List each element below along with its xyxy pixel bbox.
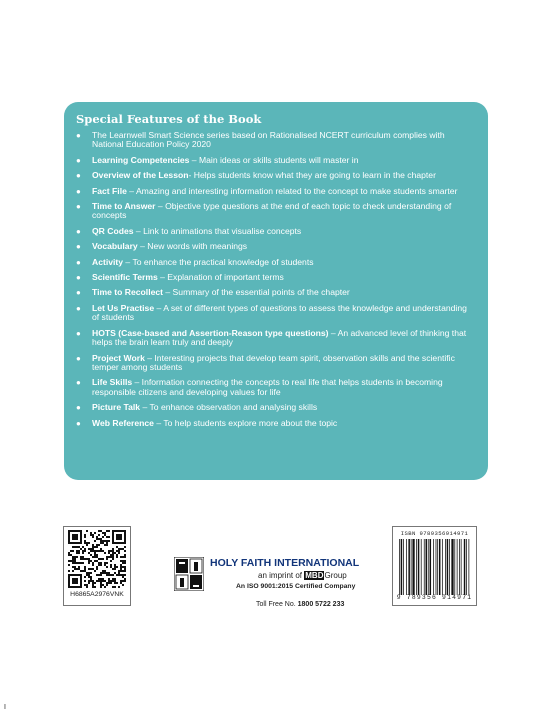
features-title: Special Features of the Book [76,112,262,126]
feature-name: HOTS (Case-based and Assertion-Reason type questions) [92,327,329,338]
feature-description: – Explanation of important terms [157,272,284,283]
feature-item [76,288,474,297]
feature-item [76,202,474,221]
feature-item [76,131,474,150]
feature-item [76,378,474,397]
qr-code-icon[interactable] [68,530,126,588]
feature-description: – A set of different types of questions to assess the knowledge and understanding of students [92,302,467,323]
isbn-label: ISBN 9789356914971 [400,530,469,537]
feature-name: Time to Answer [92,201,156,212]
feature-description: – To help students explore more about the topic [153,417,338,428]
mbd-logo: MBD [305,571,324,580]
feature-description: – An advanced level of thinking that helps the brain learn truly and deeply [92,327,467,348]
imprint-suffix: Group [324,571,347,580]
feature-name: QR Codes [92,225,134,236]
feature-description: – Amazing and interesting information related to the concept to make students smarter [126,185,458,196]
feature-name: Web Reference [92,417,154,428]
iso-certification: An ISO 9001:2015 Certified Company [236,583,356,590]
barcode-icon [399,539,471,595]
feature-description: – To enhance the practical knowledge of students [123,256,314,267]
feature-name: Fact File [92,185,127,196]
feature-description: – Information connecting the concepts to real life that helps students in becoming responsible citizens and developing values for life [92,377,443,397]
publisher-name: HOLY FAITH INTERNATIONAL [210,557,360,569]
feature-item [76,242,474,251]
feature-name: Scientific Terms [92,272,158,283]
feature-item [76,329,474,348]
toll-label: Toll Free No. [256,601,296,608]
feature-name: Activity [92,256,124,267]
feature-item [76,258,474,267]
feature-item [76,304,474,323]
feature-description: – Link to animations that visualise concepts [133,225,302,236]
feature-name: Overview of the Lesson [92,170,189,181]
feature-description: – Summary of the essential points of the chapter [163,287,350,298]
feature-description: – Main ideas or skills students will master in [189,154,359,165]
barcode-digits: 9 789356 914971 [396,594,473,601]
feature-description: – Interesting projects that develop team spirit, observation skills and the scientific temper among students [92,352,455,372]
qr-code-label: H6865A2976VNK [70,591,124,598]
publisher-imprint [258,571,347,580]
features-list [76,131,474,428]
feature-name: Learning Competencies [92,154,190,165]
feature-name: Life Skills [92,377,133,388]
imprint-prefix: an imprint of [258,571,303,580]
feature-item [76,156,474,165]
toll-free [256,601,344,608]
feature-description: – To enhance observation and analysing skills [140,402,318,413]
feature-item [76,171,474,180]
isbn-barcode-box [392,526,477,606]
feature-item [76,187,474,196]
special-features-panel [64,102,488,480]
feature-description: The Learnwell Smart Science series based on Rationalised NCERT curriculum complies with National Education Policy 2020 [92,130,445,150]
feature-item [76,273,474,282]
qr-code-box [63,526,131,606]
feature-name: Vocabulary [92,241,138,252]
feature-item [76,403,474,412]
feature-item [76,419,474,428]
feature-description: – New words with meanings [137,241,248,252]
feature-item [76,354,474,373]
feature-name: Project Work [92,352,145,363]
feature-description: - Helps students know what they are going to learn in the chapter [188,170,436,181]
feature-name: Picture Talk [92,402,141,413]
publisher-block [174,556,360,626]
holy-faith-logo-icon [174,557,204,591]
page-number: I [4,704,6,711]
feature-item [76,227,474,236]
feature-description: – Objective type questions at the end of each topic to check understanding of concepts [92,201,452,221]
toll-number: 1800 5722 233 [297,601,345,608]
feature-name: Let Us Practise [92,302,155,313]
feature-name: Time to Recollect [92,287,163,298]
